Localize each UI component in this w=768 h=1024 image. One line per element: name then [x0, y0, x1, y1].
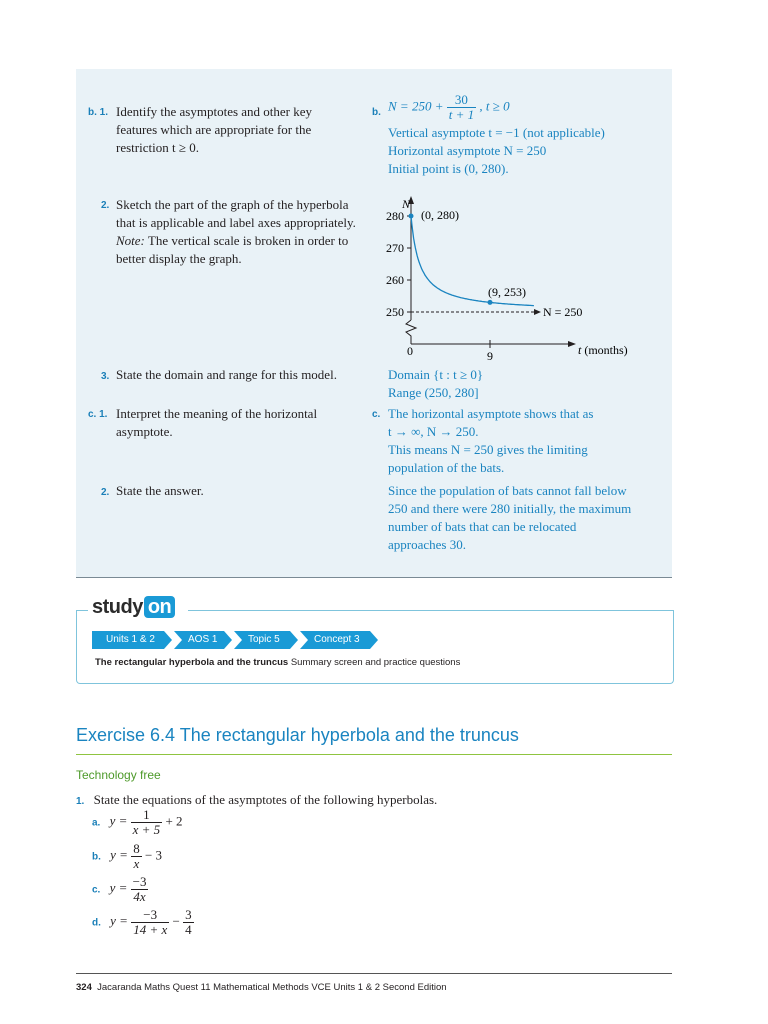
point-9-253-label: (9, 253): [488, 285, 526, 299]
answer-b-label: b.: [372, 107, 381, 118]
answer-c2-line1: Since the population of bats cannot fall below: [388, 483, 627, 498]
step-c1-label: c. 1.: [88, 409, 108, 420]
answer-b3-range: Range (250, 280]: [388, 385, 479, 400]
eq-num: 30: [447, 93, 476, 108]
answer-c2-line2: 250 and there were 280 initially, the maximum: [388, 501, 632, 516]
part-c-num: −3: [132, 874, 147, 889]
y-axis-label: N: [402, 197, 411, 211]
answer-b3-domain: Domain {t : t ≥ 0}: [388, 367, 484, 382]
asymptote-label: N = 250: [543, 305, 583, 319]
y-tick-label-280: 280: [386, 209, 404, 223]
part-d-fraction-1: [131, 908, 169, 937]
studyon-top-rule-right: [188, 610, 673, 611]
part-d-den: 14 + x: [133, 922, 168, 937]
question-1b: [92, 842, 162, 871]
studyon-breadcrumb: [92, 631, 380, 649]
x-tick-label-9: 9: [487, 349, 493, 363]
footer-rule: [76, 973, 672, 974]
part-b-den: x: [133, 856, 140, 871]
question-1-label: 1.: [76, 796, 85, 807]
part-a-num: 1: [131, 808, 163, 823]
exercise-rule: [76, 754, 672, 755]
step-b1-text: Identify the asymptotes and other key features which are appropriate for the restriction t ≥ 0.: [116, 104, 313, 155]
step-b2-text: [116, 196, 356, 268]
axis-break: [406, 320, 416, 344]
question-1a: [92, 808, 183, 837]
step-c2-label: 2.: [101, 487, 110, 498]
part-b-rest: − 3: [144, 847, 163, 863]
part-a-rest: + 2: [165, 813, 183, 829]
page-number: 324: [76, 982, 92, 993]
answer-c1-line1: The horizontal asymptote shows that as: [388, 406, 594, 421]
part-c-lhs: y =: [109, 880, 128, 896]
part-c-label: c.: [92, 884, 101, 896]
initial-point-label: (0, 280): [421, 208, 459, 222]
crumb-aos[interactable]: [174, 631, 232, 649]
step-b2-note-text: The vertical scale is broken in order to better display the graph.: [116, 233, 349, 266]
step-c1-text: Interpret the meaning of the horizontal asymptote.: [116, 406, 318, 439]
exercise-title: Exercise 6.4 The rectangular hyperbola and the truncus: [76, 725, 519, 745]
eq-den: t + 1: [448, 107, 475, 122]
part-d-fraction-2: [183, 908, 194, 937]
crumb-topic-label: Topic 5: [248, 634, 280, 645]
part-b-fraction: [131, 842, 142, 871]
question-1c: [92, 875, 148, 904]
step-b2-main: Sketch the part of the graph of the hyperbola that is applicable and label axes appropriately.: [116, 197, 356, 230]
studyon-desc-rest: Summary screen and practice questions: [288, 657, 461, 668]
part-d-rest: −: [172, 913, 180, 929]
point-9-253-marker: [488, 300, 493, 305]
eq-fraction: [447, 93, 476, 122]
crumb-aos-label: AOS 1: [188, 634, 218, 645]
crumb-units-label: Units 1 & 2: [106, 634, 155, 645]
step-b2-note-label: Note:: [116, 233, 145, 248]
answer-b-equation: [388, 93, 510, 122]
page-footer: [76, 982, 447, 993]
studyon-logo-badge: on: [144, 596, 175, 618]
part-c-fraction: [131, 875, 149, 904]
part-a-den: x + 5: [132, 822, 161, 837]
step-c2-text: State the answer.: [116, 483, 204, 498]
x-axis-arrow: [568, 341, 576, 347]
answer-c1-line3: This means N = 250 gives the limiting: [388, 442, 588, 457]
part-b-lhs: y =: [110, 847, 128, 863]
answer-c2-line4: approaches 30.: [388, 537, 466, 552]
x-axis-label: t (months): [578, 343, 628, 357]
answer-b-line3: Horizontal asymptote N = 250: [388, 143, 547, 158]
asymptote-arrow: [534, 309, 541, 315]
part-a-label: a.: [92, 817, 101, 829]
step-b3-label: 3.: [101, 371, 110, 382]
y-tick-label-260: 260: [386, 273, 404, 287]
hyperbola-graph: [380, 192, 640, 364]
part-d-num: −3: [131, 908, 169, 923]
answer-c1-line2: t → ∞, N → 250.: [388, 424, 479, 439]
answer-c-label: c.: [372, 409, 381, 420]
question-1: [76, 792, 437, 808]
step-b3-text: State the domain and range for this model.: [116, 367, 337, 382]
section-technology-free: Technology free: [76, 768, 161, 782]
step-b2-label: 2.: [101, 200, 110, 211]
crumb-units[interactable]: [92, 631, 172, 649]
part-d-label: d.: [92, 917, 101, 929]
question-1-text: State the equations of the asymptotes of the following hyperbolas.: [93, 792, 438, 807]
crumb-concept[interactable]: [300, 631, 378, 649]
eq-lhs: N = 250 +: [388, 98, 444, 114]
y-tick-label-270: 270: [386, 241, 404, 255]
book-title: Jacaranda Maths Quest 11 Mathematical Methods VCE Units 1 & 2 Second Edition: [97, 982, 447, 993]
studyon-top-rule-left: [76, 610, 88, 611]
y-tick-label-250: 250: [386, 305, 404, 319]
part-a-fraction: [131, 808, 163, 837]
studyon-description[interactable]: [95, 657, 460, 668]
answer-b-line4: Initial point is (0, 280).: [388, 161, 509, 176]
part-a-lhs: y =: [109, 813, 128, 829]
part-d-lhs: y =: [110, 913, 128, 929]
question-1d: [92, 908, 194, 937]
studyon-logo: [92, 596, 175, 619]
part-c-den: 4x: [133, 889, 146, 904]
studyon-desc-title: The rectangular hyperbola and the truncus: [95, 657, 289, 668]
answer-c1-line4: population of the bats.: [388, 460, 505, 475]
eq-cond: , t ≥ 0: [479, 98, 510, 114]
panel-bottom-rule: [76, 577, 672, 578]
part-b-label: b.: [92, 851, 101, 863]
answer-b-line2: Vertical asymptote t = −1 (not applicable): [388, 125, 605, 140]
part-b-num: 8: [133, 841, 140, 856]
crumb-topic[interactable]: [234, 631, 298, 649]
answer-c2-line3: number of bats that can be relocated: [388, 519, 577, 534]
origin-label: 0: [407, 344, 413, 358]
step-b1-label: b. 1.: [88, 107, 109, 118]
initial-point-marker: [409, 214, 414, 219]
part-d-num2: 3: [185, 907, 192, 922]
part-d-den2: 4: [185, 922, 192, 937]
crumb-concept-label: Concept 3: [314, 634, 360, 645]
studyon-logo-text: study: [92, 596, 143, 618]
